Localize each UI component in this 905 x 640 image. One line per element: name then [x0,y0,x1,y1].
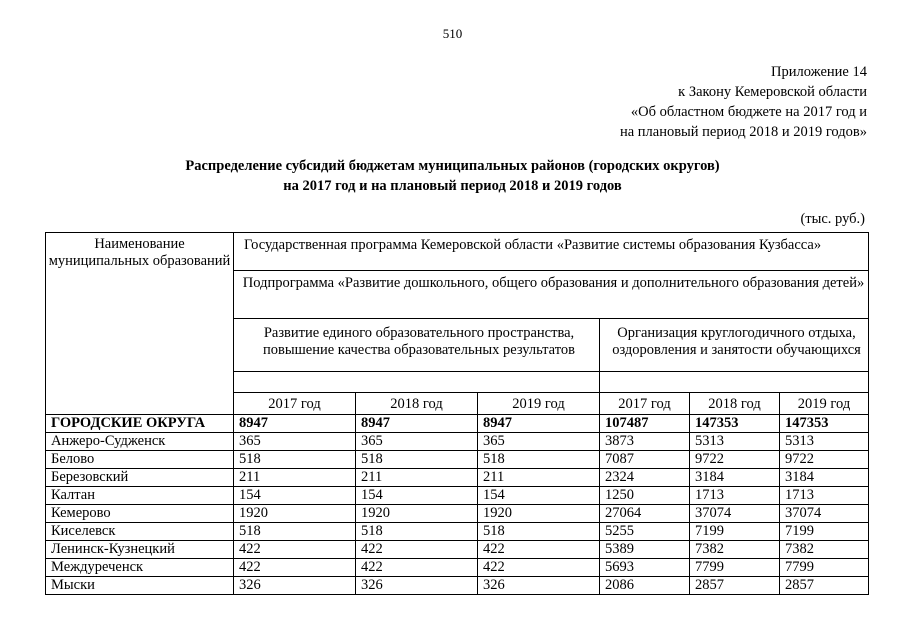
value-cell: 2857 [780,577,869,595]
value-cell: 422 [478,541,600,559]
header-spacer [600,372,869,393]
value-cell: 211 [478,469,600,487]
appendix-reference [620,62,867,142]
appendix-line: на плановый период 2018 и 2019 годов» [619,124,867,140]
table-row [46,523,869,541]
value-cell: 518 [234,451,356,469]
value-cell: 422 [356,541,478,559]
value-cell: 365 [356,433,478,451]
value-cell: 3184 [780,469,869,487]
value-cell: 326 [356,577,478,595]
value-cell: 5693 [600,559,690,577]
program-header: Государственная программа Кемеровской области «Развитие системы образования Кузбасса» [234,233,869,271]
municipality-name: Анжеро-Судженск [46,433,234,451]
group-header-recreation: Организация круглогодичного отдыха, оздоровления и занятости обучающихся [600,319,869,372]
table-row [46,451,869,469]
value-cell: 27064 [600,505,690,523]
value-cell: 7087 [600,451,690,469]
value-cell: 147353 [780,415,869,433]
value-cell: 518 [356,451,478,469]
value-cell: 2086 [600,577,690,595]
value-cell: 3873 [600,433,690,451]
value-cell: 8947 [356,415,478,433]
group-header-education-space: Развитие единого образовательного пространства, повышение качества образовательных результатов [234,319,600,372]
year-header: 2018 год [356,393,478,415]
value-cell: 211 [356,469,478,487]
year-header: 2019 год [478,393,600,415]
value-cell: 7382 [780,541,869,559]
value-cell: 211 [234,469,356,487]
year-header: 2017 год [234,393,356,415]
municipality-name: Мыски [46,577,234,595]
page-number: 510 [442,26,463,41]
municipality-name: Калтан [46,487,234,505]
table-row [46,487,869,505]
value-cell: 422 [356,559,478,577]
value-cell: 422 [234,559,356,577]
value-cell: 2324 [600,469,690,487]
year-header: 2019 год [780,393,869,415]
value-cell: 9722 [690,451,780,469]
value-cell: 365 [234,433,356,451]
header-spacer [234,372,600,393]
value-cell: 2857 [690,577,780,595]
value-cell: 107487 [600,415,690,433]
document-title [0,156,905,196]
subprogram-header: Подпрограмма «Развитие дошкольного, общего образования и дополнительного образования детей» [234,271,869,319]
value-cell: 518 [356,523,478,541]
table-row [46,541,869,559]
column-header-name: Наименование муниципальных образований [46,233,234,415]
value-cell: 7199 [780,523,869,541]
value-cell: 147353 [690,415,780,433]
municipality-name: Кемерово [46,505,234,523]
value-cell: 154 [234,487,356,505]
value-cell: 518 [478,451,600,469]
value-cell: 1920 [478,505,600,523]
table-row-total [46,415,869,433]
value-cell: 518 [234,523,356,541]
value-cell: 365 [478,433,600,451]
units-label: (тыс. руб.) [800,211,865,227]
value-cell: 1250 [600,487,690,505]
title-line-1: Распределение субсидий бюджетам муниципальных районов (городских округов) [185,158,720,174]
municipality-name: Белово [46,451,234,469]
value-cell: 154 [356,487,478,505]
table-row [46,559,869,577]
value-cell: 1713 [690,487,780,505]
value-cell: 154 [478,487,600,505]
value-cell: 3184 [690,469,780,487]
value-cell: 7799 [780,559,869,577]
municipality-name: Березовский [46,469,234,487]
year-header: 2018 год [690,393,780,415]
value-cell: 8947 [234,415,356,433]
appendix-line: к Закону Кемеровской области [678,84,867,100]
value-cell: 422 [478,559,600,577]
value-cell: 518 [478,523,600,541]
value-cell: 7382 [690,541,780,559]
value-cell: 1713 [780,487,869,505]
municipality-name: Киселевск [46,523,234,541]
value-cell: 1920 [356,505,478,523]
value-cell: 5313 [690,433,780,451]
value-cell: 8947 [478,415,600,433]
table-row [46,469,869,487]
table-row [46,433,869,451]
subsidies-table [45,232,869,595]
value-cell: 5255 [600,523,690,541]
value-cell: 5389 [600,541,690,559]
appendix-line: «Об областном бюджете на 2017 год и [630,104,867,120]
value-cell: 7199 [690,523,780,541]
appendix-line: Приложение 14 [771,64,867,80]
value-cell: 7799 [690,559,780,577]
value-cell: 422 [234,541,356,559]
table-row [46,577,869,595]
municipality-name: Ленинск-Кузнецкий [46,541,234,559]
value-cell: 326 [234,577,356,595]
value-cell: 326 [478,577,600,595]
value-cell: 9722 [780,451,869,469]
value-cell: 1920 [234,505,356,523]
year-header: 2017 год [600,393,690,415]
table-row [46,505,869,523]
title-line-2: на 2017 год и на плановый период 2018 и 2019 годов [283,178,622,194]
value-cell: 37074 [690,505,780,523]
value-cell: 5313 [780,433,869,451]
municipality-name: Междуреченск [46,559,234,577]
municipality-name: ГОРОДСКИЕ ОКРУГА [46,415,234,433]
value-cell: 37074 [780,505,869,523]
